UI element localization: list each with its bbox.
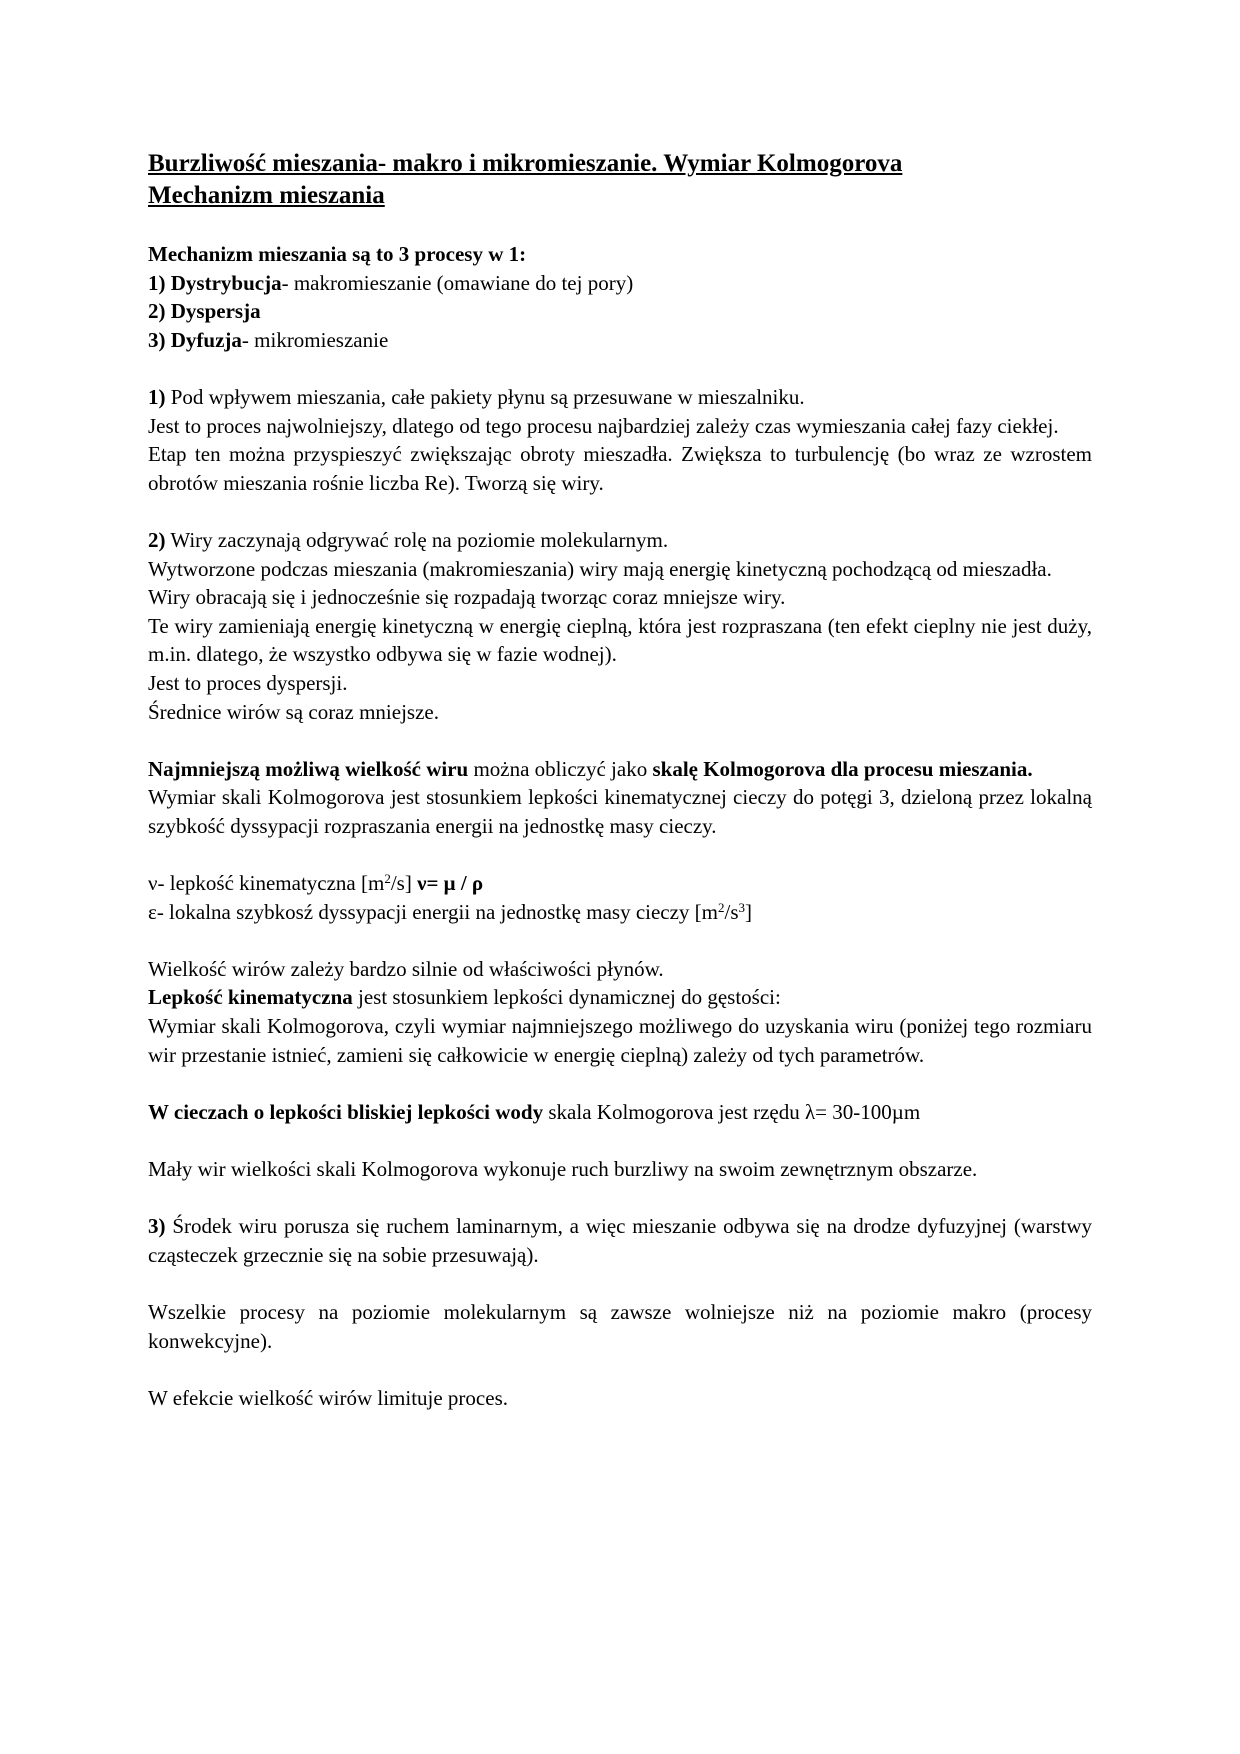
section-3: 3) Środek wiru porusza się ruchem laminarnym, a więc mieszanie odbywa się na drodze dyfuzyjnej (warstwy cząsteczek grzecznie się na sobie przesuwają). bbox=[148, 1214, 1092, 1267]
symbol-epsilon: ε- lokalna szybkosź dyssypacji energii na jednostkę masy cieczy $[m^2/s^3]$ bbox=[148, 899, 753, 924]
paragraph: Jest to proces najwolniejszy, dlatego od tego procesu najbardziej zależy czas wymieszania całej fazy ciekłej. bbox=[148, 413, 1059, 438]
water-scale: W cieczach o lepkości bliskiej lepkości wody skala Kolmogorova jest rzędu λ= 30-100µm bbox=[148, 1099, 921, 1124]
document-title bbox=[148, 148, 1092, 212]
title-line-1: Burzliwość mieszania- makro i mikromieszanie. Wymiar Kolmogorova bbox=[148, 150, 903, 177]
paragraph: Mały wir wielkości skali Kolmogorova wykonuje ruch burzliwy na swoim zewnętrznym obszarze. bbox=[148, 1157, 978, 1181]
document-body bbox=[148, 240, 1092, 1412]
title-line-2: Mechanizm mieszania bbox=[148, 182, 385, 209]
kolmogorov-definition: Najmniejszą możliwą wielkość wiru można obliczyć jako skalę Kolmogorova dla procesu mieszania. bbox=[148, 756, 1033, 781]
intro-heading: Mechanizm mieszania są to 3 procesy w 1: bbox=[148, 242, 527, 266]
paragraph: Wymiar skali Kolmogorova jest stosunkiem lepkości kinematycznej cieczy do potęgi 3, dzieloną przez lokalną szybkość dyssypacji rozpraszania energii na jednostkę masy cieczy. bbox=[148, 785, 1092, 838]
symbol-nu: ν- lepkość kinematyczna $[m^2/s]$ ν= μ / ρ bbox=[148, 871, 484, 896]
paragraph: Wytworzone podczas mieszania (makromieszania) wiry mają energię kinetyczną pochodzącą od mieszadła. bbox=[148, 556, 1052, 581]
list-item: 1) Dystrybucja- makromieszanie (omawiane do tej pory) bbox=[148, 270, 634, 295]
conclusion: W efekcie wielkość wirów limituje proces. bbox=[148, 1385, 508, 1410]
section-2-lead: 2) Wiry zaczynają odgrywać rolę na poziomie molekularnym. bbox=[148, 527, 669, 552]
paragraph: Jest to proces dyspersji. bbox=[148, 670, 348, 695]
section-1-lead: 1) Pod wpływem mieszania, całe pakiety płynu są przesuwane w mieszalniku. bbox=[148, 384, 805, 409]
paragraph: Wielkość wirów zależy bardzo silnie od właściwości płynów. bbox=[148, 956, 664, 981]
paragraph: Te wiry zamieniają energię kinetyczną w energię cieplną, która jest rozpraszana (ten efekt cieplny nie jest duży, m.in. dlatego, że wszystko odbywa się w fazie wodnej). bbox=[148, 613, 1092, 667]
paragraph: Wiry obracają się i jednocześnie się rozpadają tworząc coraz mniejsze wiry. bbox=[148, 585, 786, 610]
paragraph: Wymiar skali Kolmogorova, czyli wymiar najmniejszego możliwego do uzyskania wiru (poniżej tego rozmiaru wir przestanie istnieć, zamieni się całkowicie w energię cieplną) zależy od tych parametrów. bbox=[148, 1014, 1092, 1067]
kinematic-viscosity-definition: Lepkość kinematyczna jest stosunkiem lepkości dynamicznej do gęstości: bbox=[148, 985, 781, 1010]
list-item: 3) Dyfuzja- mikromieszanie bbox=[148, 327, 389, 352]
paragraph: Średnice wirów są coraz mniejsze. bbox=[148, 699, 439, 724]
paragraph: Wszelkie procesy na poziomie molekularnym są zawsze wolniejsze niż na poziomie makro (procesy konwekcyjne). bbox=[148, 1299, 1092, 1353]
document-page bbox=[148, 148, 1092, 1412]
list-item: 2) Dyspersja bbox=[148, 299, 261, 324]
paragraph: Etap ten można przyspieszyć zwiększając obroty mieszadła. Zwiększa to turbulencję (bo wraz ze wzrostem obrotów mieszania rośnie liczba Re). Tworzą się wiry. bbox=[148, 442, 1092, 495]
